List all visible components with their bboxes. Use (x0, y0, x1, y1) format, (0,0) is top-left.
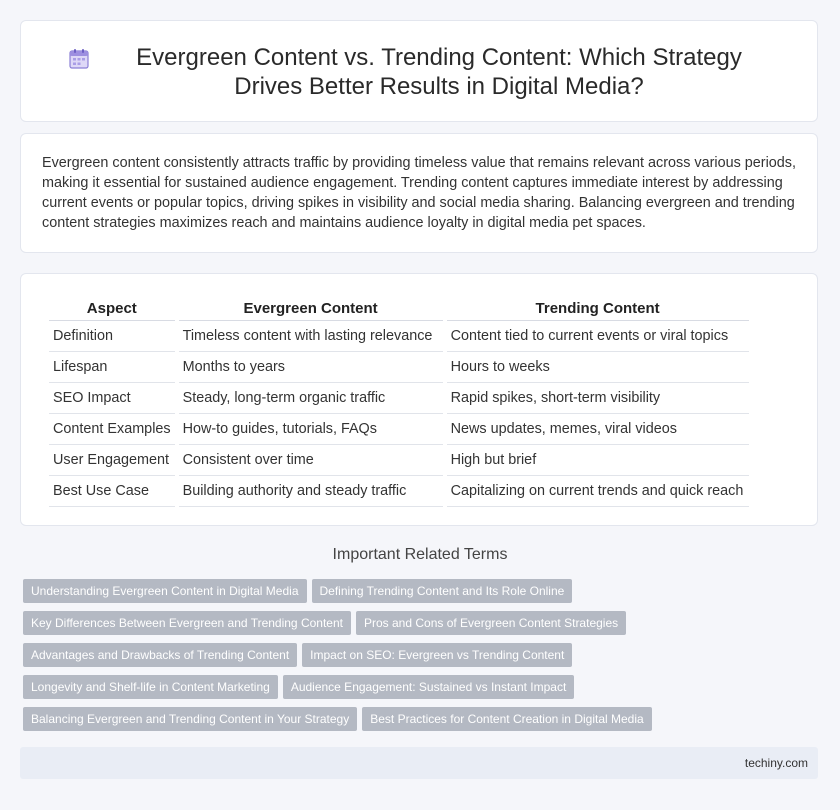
table-cell: Capitalizing on current trends and quick reach (447, 476, 749, 507)
table-cell: News updates, memes, viral videos (447, 414, 749, 445)
table-cell: Best Use Case (49, 476, 175, 507)
table-row (49, 352, 749, 383)
table-row (49, 414, 749, 445)
table-cell: Months to years (179, 352, 443, 383)
table-cell: Timeless content with lasting relevance (179, 321, 443, 352)
related-term-tag[interactable]: Key Differences Between Evergreen and Trending Content (23, 611, 351, 635)
footer-bar (20, 747, 818, 779)
table-cell: Rapid spikes, short-term visibility (447, 383, 749, 414)
related-term-tag[interactable]: Pros and Cons of Evergreen Content Strategies (356, 611, 626, 635)
table-header-row (49, 295, 749, 321)
related-term-tag[interactable]: Balancing Evergreen and Trending Content in Your Strategy (23, 707, 357, 731)
table-cell: Consistent over time (179, 445, 443, 476)
table-row (49, 321, 749, 352)
table-cell: Building authority and steady traffic (179, 476, 443, 507)
intro-card (20, 133, 818, 253)
related-terms-heading: Important Related Terms (332, 546, 508, 563)
table-cell: Lifespan (49, 352, 175, 383)
related-term-tag[interactable]: Longevity and Shelf-life in Content Marketing (23, 675, 278, 699)
comparison-table (45, 295, 753, 507)
table-row (49, 383, 749, 414)
table-cell: SEO Impact (49, 383, 175, 414)
footer-site-link[interactable]: techiny.com (744, 756, 808, 770)
related-term-tag[interactable]: Understanding Evergreen Content in Digital Media (23, 579, 307, 603)
table-cell: Hours to weeks (447, 352, 749, 383)
table-row (49, 445, 749, 476)
header-evergreen: Evergreen Content (179, 295, 443, 321)
table-cell: Content Examples (49, 414, 175, 445)
related-term-tag[interactable]: Impact on SEO: Evergreen vs Trending Content (302, 643, 572, 667)
table-cell: Definition (49, 321, 175, 352)
table-cell: How-to guides, tutorials, FAQs (179, 414, 443, 445)
table-cell: High but brief (447, 445, 749, 476)
related-term-tag[interactable]: Defining Trending Content and Its Role Online (312, 579, 573, 603)
table-row (49, 476, 749, 507)
table-cell: Content tied to current events or viral topics (447, 321, 749, 352)
related-term-tag[interactable]: Best Practices for Content Creation in Digital Media (362, 707, 651, 731)
header-trending: Trending Content (447, 295, 749, 321)
table-cell: User Engagement (49, 445, 175, 476)
table-cell: Steady, long-term organic traffic (179, 383, 443, 414)
related-terms-list (23, 579, 823, 739)
comparison-card (20, 273, 818, 526)
intro-paragraph: Evergreen content consistently attracts traffic by providing timeless value that remains relevant across various periods, making it essential for sustained audience engagement. Trending content captures immediate interest by addressing current events or popular topics, driving spikes in visibility and social media sharing. Balancing evergreen and trending content strategies maximizes reach and maintains audience loyalty in digital media pet spaces. (42, 155, 796, 231)
related-term-tag[interactable]: Audience Engagement: Sustained vs Instant Impact (283, 675, 575, 699)
page-title: Evergreen Content vs. Trending Content: Which Strategy Drives Better Results in Digital Media? (136, 44, 742, 100)
header-aspect: Aspect (49, 295, 175, 321)
related-term-tag[interactable]: Advantages and Drawbacks of Trending Content (23, 643, 297, 667)
title-card (20, 20, 818, 122)
